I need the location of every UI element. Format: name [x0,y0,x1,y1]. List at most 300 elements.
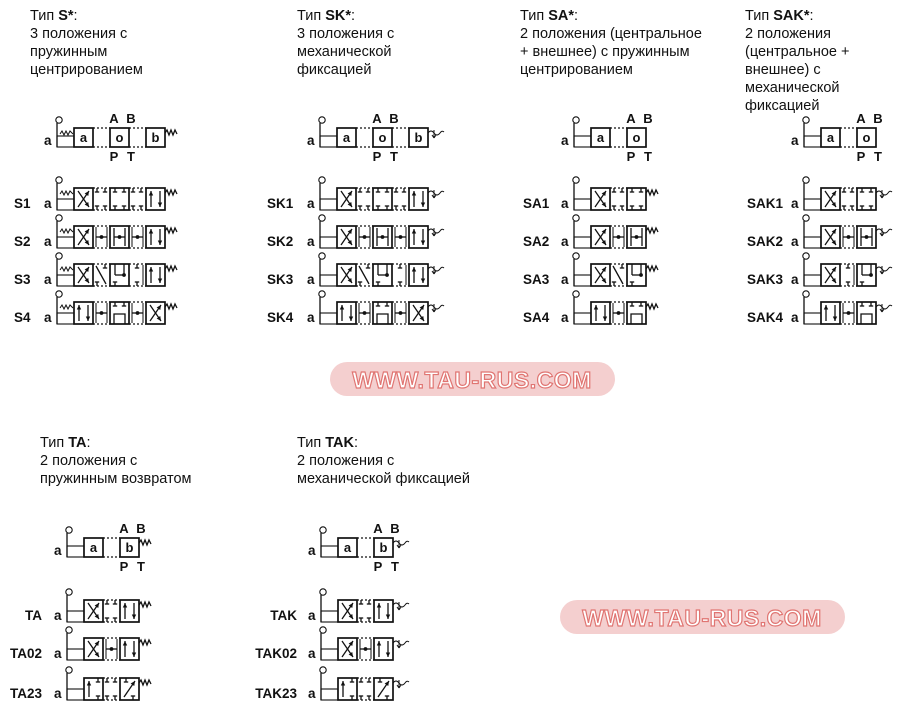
return-spring-icon [646,190,658,195]
all-blocked-box [627,188,646,210]
crossed-flow-box [74,188,93,210]
port-label-b: B [389,111,399,126]
valve-variant-row [267,177,444,211]
actuator-box [321,689,338,700]
parallel-flow-box [120,638,139,660]
valve-position-box [338,678,357,700]
parallel-flow-box [146,226,165,248]
junction-dot-icon [100,235,104,239]
valve-position-box [857,188,876,210]
position-letter: a [343,540,352,555]
transition-zone [392,188,409,210]
actuator-label: a [561,310,569,325]
lever-actuator-icon [319,117,337,147]
transition-zone [610,302,627,324]
valve-variant-row [267,215,444,249]
crossed-flow-box [84,600,103,622]
return-spring-icon [646,228,658,233]
connected-center-box [857,226,876,248]
crossed-flow-box [74,226,93,248]
transition-zone [129,188,146,210]
title-suffix: : [351,8,356,24]
transition-zone [610,188,627,210]
actuator-label: a [308,646,316,661]
actuator-label: a [307,196,315,211]
valve-position-box [857,302,876,324]
valve-position-box [146,188,165,210]
port-label-b: B [643,111,653,126]
parallel-flow-box [409,264,428,286]
variant-code: SA2 [523,234,550,249]
lever-actuator-icon [320,667,338,700]
detent-icon [428,266,444,274]
actuator-box [57,237,74,248]
junction-dot-icon [364,647,368,651]
variant-code: SAK1 [747,196,784,211]
detent-wave [876,191,892,195]
parallel-flow-box [374,600,393,622]
type-code: SAK* [773,8,810,24]
parallel-flow-box [337,302,356,324]
crossed-flow-box [337,188,356,210]
all-blocked-box [373,188,392,210]
spring-icon [60,267,73,271]
valve-group-sa [520,8,702,325]
crossed-flow-box [591,188,610,210]
crossed-flow-box [338,638,357,660]
port-label-t: T [137,559,145,574]
detent-wave [876,305,892,309]
group-description-line: центрированием [520,62,633,78]
lever-knob-icon [803,291,809,297]
lever-actuator-icon [319,215,337,248]
valve-variant-row [270,589,409,623]
all-blocked-box [857,188,876,210]
actuator-box [67,689,84,700]
valve-position-box [409,264,428,286]
actuator-box [574,313,591,324]
actuator-box [320,275,337,286]
open-center-box [857,302,876,324]
crossed-flow-box [821,188,840,210]
group-title [520,8,578,24]
actuator-label: a [791,310,799,325]
lever-knob-icon [319,177,325,183]
position-letter: a [89,540,98,555]
title-prefix: Тип [30,8,59,24]
variant-code: SK1 [267,196,294,211]
valve-position-box [374,638,393,660]
title-prefix: Тип [297,435,326,451]
valve-variant-row [10,627,151,661]
general-symbol [44,111,177,164]
lever-actuator-icon [56,117,74,147]
actuator-label: a [307,133,315,148]
valve-position-box [374,600,393,622]
lever-knob-icon [803,117,809,123]
valve-position-box [373,302,392,324]
group-title [40,435,91,451]
detent-icon [876,190,892,198]
actuator-label: a [307,234,315,249]
actuator-box [57,275,74,286]
detent-wave [428,229,444,233]
position-letter: o [632,130,641,145]
actuator-label: a [791,234,799,249]
valve-group-sak [745,8,892,325]
valve-variant-row [747,291,892,325]
variant-code: SAK3 [747,272,784,287]
lever-knob-icon [56,215,62,221]
parallel-flow-box [409,188,428,210]
actuator-box [67,546,84,557]
watermark-text: WWW.TAU-RUS.COM [352,367,592,393]
position-letter: b [414,130,423,145]
group-description-line: + внешнее) с пружинным [520,44,690,60]
valve-position-box [110,302,129,324]
port-label-a: A [119,521,129,536]
transition-zone [93,188,110,210]
actuator-label: a [561,133,569,148]
transition-zone [356,188,373,210]
variant-code: SK3 [267,272,294,287]
return-spring-icon [165,130,177,135]
position-letter: o [115,130,124,145]
lever-knob-icon [56,117,62,123]
detent-icon [876,304,892,312]
actuator-label: a [44,310,52,325]
valve-position-box [84,678,103,700]
lever-knob-icon [573,215,579,221]
lever-knob-icon [319,215,325,221]
group-description-line: 2 положения (центральное [520,26,702,42]
port-label-b: B [390,521,400,536]
transition-zone [129,226,146,248]
lever-actuator-icon [66,527,84,557]
type-code: S* [58,8,74,24]
crossed-flow-box [821,226,840,248]
transition-zone [357,678,374,700]
valve-position-box [627,188,646,210]
valve-group-s [14,8,177,325]
position-letter: a [342,130,351,145]
lever-knob-icon [803,177,809,183]
spring-icon [60,191,73,195]
parallel-flow-box [146,264,165,286]
lever-knob-icon [803,215,809,221]
port-label-a: A [373,521,383,536]
title-suffix: : [86,435,91,451]
type-code: SK* [325,8,351,24]
lever-actuator-icon [56,291,74,324]
lever-knob-icon [320,667,326,673]
group-description-line: пружинным возвратом [40,471,192,487]
variant-code: TA [25,608,42,623]
return-spring-icon [139,540,151,545]
lever-knob-icon [56,253,62,259]
title-suffix: : [809,8,814,24]
open-center-box [110,302,129,324]
single-arrow-box [338,678,357,700]
variant-code: TA23 [9,686,42,701]
flow-line [613,266,623,284]
lever-actuator-icon [319,291,337,324]
position-letter: b [379,540,388,555]
valve-variant-row [10,667,151,701]
lever-actuator-icon [803,177,821,210]
lever-actuator-icon [56,215,74,248]
position-letter: o [862,130,871,145]
position-letter: b [125,540,134,555]
variant-code: TAK [270,608,297,623]
return-spring-icon [139,640,151,645]
lever-actuator-icon [320,627,338,660]
partial-center-box [373,264,392,286]
detent-icon [428,304,444,312]
detent-icon [876,228,892,236]
group-description-line: 2 положения [745,26,831,42]
valve-position-box [373,188,392,210]
actuator-box [321,649,338,660]
parallel-flow-box [146,188,165,210]
valve-variant-row [14,253,177,287]
detent-wave [393,541,409,545]
junction-dot-icon [869,273,873,277]
connected-center-box [110,226,129,248]
junction-dot-icon [381,235,385,239]
actuator-box [804,199,821,210]
group-description-line: механической фиксацией [297,471,470,487]
group-description-line: внешнее) с [745,62,821,78]
flow-line [96,266,106,284]
transition-zone [840,188,857,210]
general-symbol [307,111,444,164]
lever-actuator-icon [803,291,821,324]
detent-wave [393,681,409,685]
valve-variant-row [747,253,892,287]
group-description-line: фиксацией [297,62,372,78]
parallel-flow-box [821,302,840,324]
variant-code: SK2 [267,234,294,249]
connected-center-box [627,226,646,248]
actuator-label: a [308,686,316,701]
title-prefix: Тип [40,435,69,451]
return-spring-icon [165,190,177,195]
detent-wave [876,229,892,233]
transition-zone [392,226,409,248]
crossed-flow-box [338,600,357,622]
general-symbol [791,111,883,164]
all-blocked-box [110,188,129,210]
detent-icon [393,540,409,548]
valve-variant-row [14,291,177,325]
port-label-t: T [644,149,652,164]
detent-icon [393,680,409,688]
variant-code: S3 [14,272,31,287]
flow-line [359,266,369,284]
type-code: SA* [548,8,574,24]
junction-dot-icon [635,235,639,239]
diagonal-flow-box [374,678,393,700]
valve-position-box [591,302,610,324]
junction-dot-icon [100,311,104,315]
position-letter: a [79,130,88,145]
port-label-t: T [127,149,135,164]
valve-position-box [409,226,428,248]
transition-zone [392,302,409,324]
actuator-label: a [54,646,62,661]
transition-zone [840,226,857,248]
spring-icon [60,131,73,135]
group-description-line: (центральное + [745,44,850,60]
type-code: TAK [325,435,354,451]
connected-center-box [373,226,392,248]
junction-dot-icon [399,235,403,239]
valve-variant-row [14,177,177,211]
detent-icon [876,266,892,274]
valve-variant-row [255,667,409,701]
title-prefix: Тип [297,8,326,24]
actuator-label: a [54,686,62,701]
actuator-label: a [307,272,315,287]
junction-dot-icon [363,311,367,315]
group-description-line: фиксацией [745,98,820,114]
actuator-box [804,313,821,324]
lever-actuator-icon [803,215,821,248]
actuator-box [804,275,821,286]
variant-code: SA4 [523,310,550,325]
detent-wave [428,191,444,195]
lever-knob-icon [573,253,579,259]
type-code: TA [68,435,87,451]
lever-actuator-icon [573,291,591,324]
actuator-box [57,313,74,324]
variant-code: SA1 [523,196,550,211]
transition-zone [356,302,373,324]
lever-knob-icon [320,627,326,633]
crossed-flow-box [821,264,840,286]
port-label-a: A [856,111,866,126]
transition-zone [356,264,373,286]
detent-icon [393,602,409,610]
detent-wave [393,641,409,645]
valve-group-tak [255,435,470,701]
crossed-flow-box [74,264,93,286]
lever-knob-icon [66,667,72,673]
actuator-label: a [791,133,799,148]
transition-zone [357,600,374,622]
port-label-p: P [373,559,383,574]
lever-actuator-icon [573,215,591,248]
actuator-box [321,611,338,622]
junction-dot-icon [847,311,851,315]
group-description-line: механической [745,80,840,96]
return-spring-icon [646,266,658,271]
lever-actuator-icon [320,589,338,622]
variant-code: S1 [14,196,31,211]
junction-dot-icon [363,235,367,239]
port-label-b: B [126,111,136,126]
valve-group-sk [267,8,444,325]
actuator-label: a [561,272,569,287]
lever-actuator-icon [803,117,821,147]
valve-position-box [409,188,428,210]
crossed-flow-box [591,264,610,286]
lever-knob-icon [66,527,72,533]
port-label-a: A [626,111,636,126]
lever-knob-icon [56,177,62,183]
actuator-box [57,199,74,210]
general-symbol [308,521,409,574]
actuator-box [320,313,337,324]
actuator-box [321,546,338,557]
valve-variant-row [523,253,658,287]
valve-variant-row [14,215,177,249]
title-suffix: : [353,435,358,451]
lever-knob-icon [319,291,325,297]
detent-wave [428,131,444,135]
port-label-p: P [372,149,382,164]
lever-knob-icon [573,291,579,297]
valve-variant-row [747,177,892,211]
valve-position-box [74,302,93,324]
actuator-box [57,136,74,147]
return-spring-icon [139,602,151,607]
actuator-box [320,199,337,210]
group-title [745,8,814,24]
junction-dot-icon [136,311,140,315]
watermark [560,600,845,634]
position-letter: a [826,130,835,145]
title-prefix: Тип [520,8,549,24]
valve-position-box [110,188,129,210]
actuator-label: a [791,272,799,287]
transition-zone [610,226,627,248]
open-center-box [627,302,646,324]
actuator-label: a [44,196,52,211]
port-label-t: T [391,559,399,574]
group-description-line: пружинным [30,44,108,60]
actuator-label: a [307,310,315,325]
spring-icon [60,305,73,309]
group-title [297,435,358,451]
actuator-label: a [54,608,62,623]
transition-zone [93,264,110,286]
actuator-box [574,199,591,210]
lever-actuator-icon [56,253,74,286]
transition-zone [840,264,857,286]
open-center-box [373,302,392,324]
variant-code: S2 [14,234,31,249]
actuator-box [804,237,821,248]
lever-knob-icon [319,117,325,123]
actuator-label: a [54,543,62,558]
actuator-label: a [791,196,799,211]
transition-zone [103,600,120,622]
variant-code: SAK2 [747,234,784,249]
transition-zone [840,302,857,324]
group-description-line: 3 положения с [30,26,128,42]
position-letter: b [151,130,160,145]
port-label-p: P [109,149,119,164]
group-description-line: 2 положения с [40,453,138,469]
valve-variant-row [255,627,409,661]
lever-actuator-icon [320,527,338,557]
actuator-label: a [561,234,569,249]
variant-code: TAK23 [255,686,297,701]
return-spring-icon [165,266,177,271]
port-label-b: B [873,111,883,126]
